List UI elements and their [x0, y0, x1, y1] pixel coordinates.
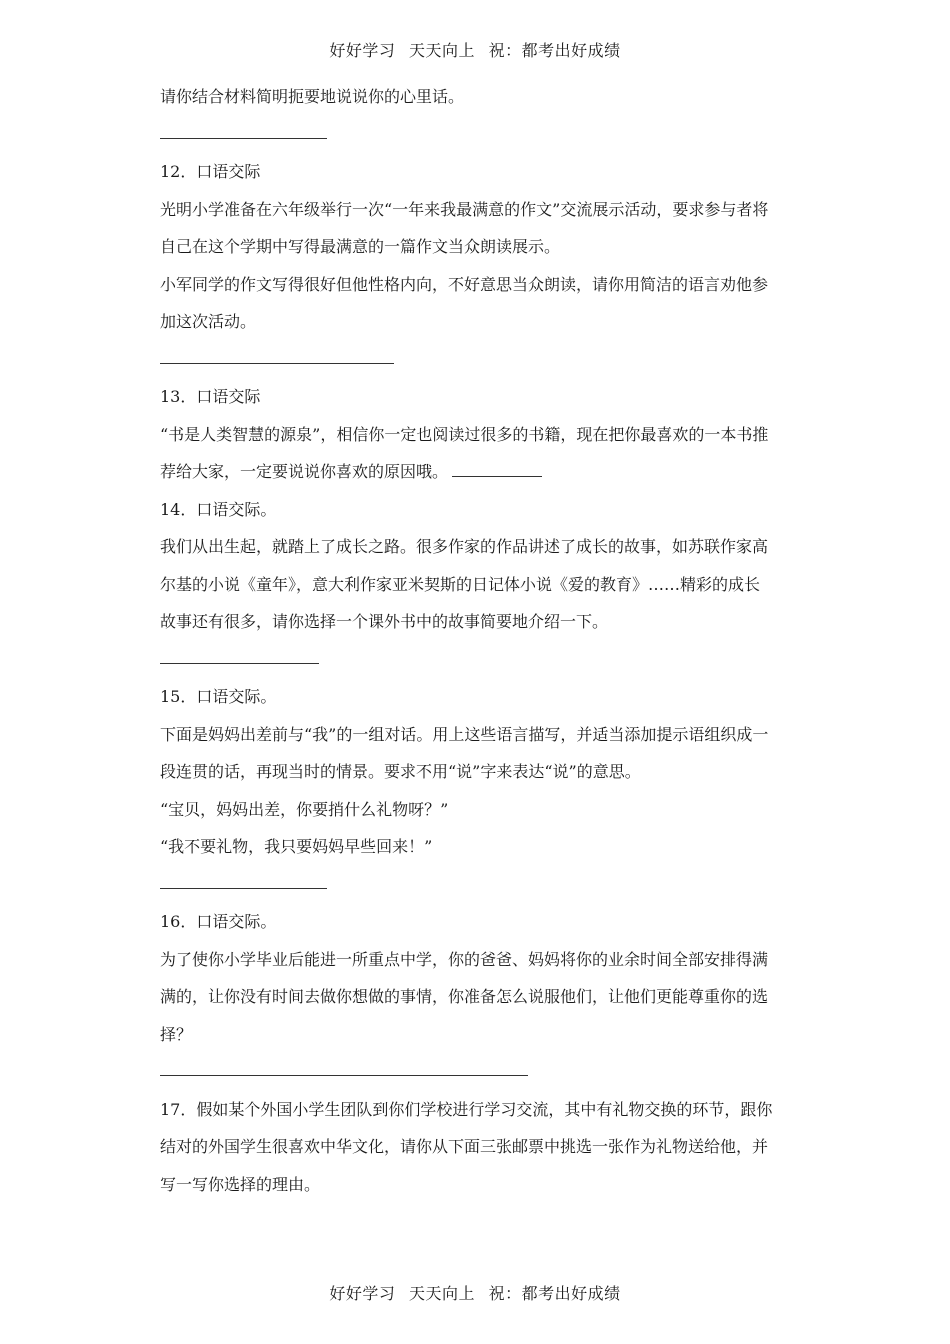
q16-title: 16．口语交际。 [160, 912, 277, 931]
q12-line-1: 光明小学准备在六年级举行一次“一年来我最满意的作文”交流展示活动，要求参与者将 [160, 199, 769, 219]
q11-line: 请你结合材料简明扼要地说说你的心里话。 [160, 87, 465, 106]
q14-title: 14．口语交际。 [160, 499, 277, 519]
q14-answer-line [160, 663, 319, 664]
q15-title: 15．口语交际。 [160, 687, 277, 706]
q17-line-1: 17．假如某个外国小学生团队到你们学校进行学习交流，其中有礼物交换的环节，跟你 [160, 1099, 773, 1119]
q16-answer-line [160, 1075, 528, 1076]
q17-line-3: 写一写你选择的理由。 [160, 1174, 321, 1194]
q14-answer-area[interactable] [160, 641, 792, 679]
q15-line-4: “我不要礼物，我只要妈妈早些回来！” [160, 837, 433, 856]
q15-answer-line [160, 888, 327, 889]
q14-line-3: 故事还有很多，请你选择一个课外书中的故事简要地介绍一下。 [160, 612, 609, 631]
page-header: 好好学习 天天向上 祝：都考出好成绩 [329, 41, 621, 60]
q16-line-2: 满的，让你没有时间去做你想做的事情，你准备怎么说服他们，让他们更能尊重你的选 [160, 987, 769, 1006]
q12-answer-area[interactable] [160, 341, 792, 379]
q13-inline-blank[interactable] [452, 462, 542, 477]
q12-answer-line [160, 363, 394, 364]
q16-line-1: 为了使你小学毕业后能进一所重点中学，你的爸爸、妈妈将你的业余时间全部安排得满 [160, 949, 769, 969]
q12-line-3: 小军同学的作文写得很好但他性格内向，不好意思当众朗读，请你用简洁的语言劝他参 [160, 274, 769, 294]
document-body [160, 78, 792, 1203]
q13-title: 13．口语交际 [160, 387, 261, 406]
q14-line-1: 我们从出生起，就踏上了成长之路。很多作家的作品讲述了成长的故事，如苏联作家高 [160, 537, 769, 556]
q12-line-2: 自己在这个学期中写得最满意的一篇作文当众朗读展示。 [160, 237, 561, 256]
q15-line-1: 下面是妈妈出差前与“我”的一组对话。用上这些语言描写，并适当添加提示语组织成一 [160, 724, 769, 744]
q14-line-2: 尔基的小说《童年》，意大利作家亚米契斯的日记体小说《爱的教育》……精彩的成长 [160, 574, 761, 594]
q13-line-1: “书是人类智慧的源泉”，相信你一定也阅读过很多的书籍，现在把你最喜欢的一本书推 [160, 424, 769, 444]
q12-line-4: 加这次活动。 [160, 312, 257, 331]
q15-line-2: 段连贯的话，再现当时的情景。要求不用“说”字来表达“说”的意思。 [160, 762, 641, 781]
q15-line-3: “宝贝，妈妈出差，你要捎什么礼物呀？” [160, 799, 449, 819]
q13-line-2-text: 荐给大家，一定要说说你喜欢的原因哦。 [160, 462, 449, 481]
q17-line-2: 结对的外国学生很喜欢中华文化，请你从下面三张邮票中挑选一张作为礼物送给他，并 [160, 1137, 769, 1156]
q12-title: 12．口语交际 [160, 162, 261, 181]
q16-answer-area[interactable] [160, 1053, 792, 1091]
page-footer: 好好学习 天天向上 祝：都考出好成绩 [329, 1284, 621, 1303]
q13-line-2 [160, 453, 792, 491]
q11-answer-line [160, 138, 327, 139]
q15-answer-area[interactable] [160, 866, 792, 904]
q11-answer-area[interactable] [160, 116, 792, 154]
q16-line-3: 择？ [160, 1024, 193, 1044]
